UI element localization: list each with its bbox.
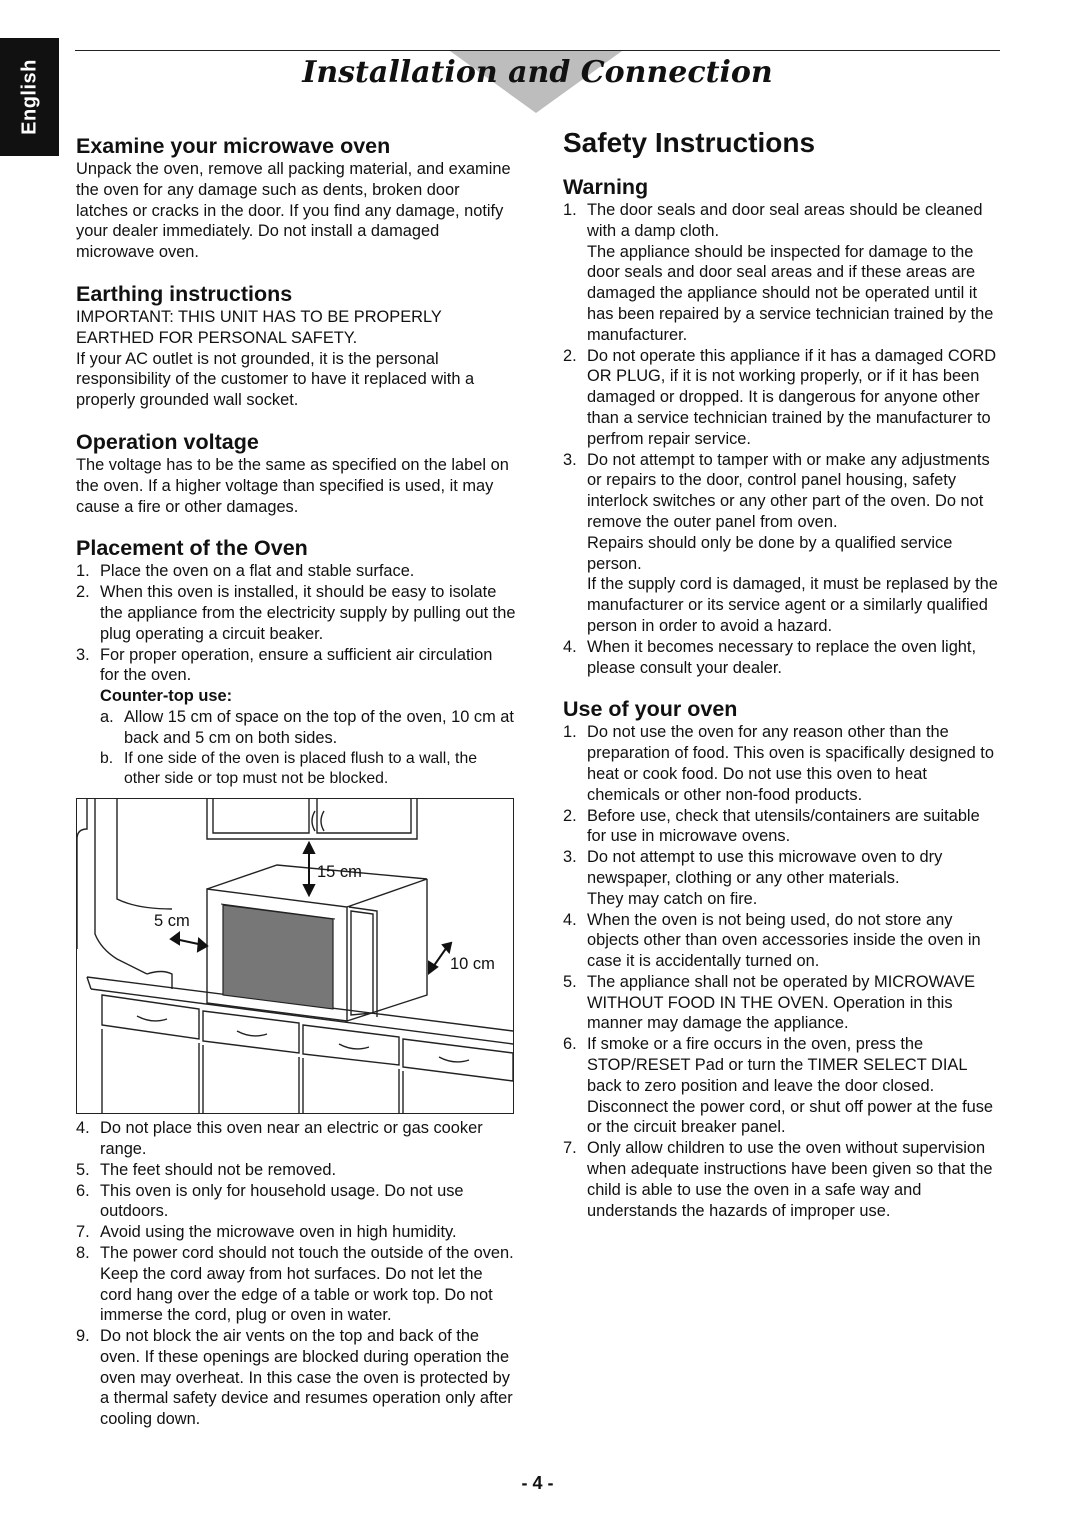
list-number: 3. (563, 450, 577, 469)
list-item (563, 910, 1003, 972)
list-text: Repairs should only be done by a qualified service person. (587, 533, 953, 573)
oven-clearance-illustration (77, 799, 513, 1113)
list-text: The appliance shall not be operated by MICROWAVE WITHOUT FOOD IN THE OVEN. Operation in this manner may damage the appliance. (587, 972, 976, 1033)
list-item (76, 1326, 516, 1430)
list-number: 3. (76, 645, 90, 664)
list-item (563, 806, 1003, 848)
section-earthing (76, 281, 516, 411)
list-number: 6. (563, 1035, 577, 1054)
list-number: 2. (563, 806, 577, 825)
placement-heading: Placement of the Oven (76, 536, 308, 561)
list-text: When this oven is installed, it should be easy to isolate the appliance from the electricity supply by pulling out the plug operating a circuit beaker. (100, 583, 516, 643)
counter-top-list (76, 707, 516, 790)
list-text: Do not attempt to use this microwave oven to dry newspaper, clothing or any other materials. (587, 848, 943, 887)
list-number: 1. (563, 723, 577, 742)
language-tab (0, 38, 59, 156)
section-use (563, 696, 1003, 1221)
clearance-top-label: 15 cm (317, 863, 362, 882)
list-item (563, 450, 1003, 637)
list-text: Do not place this oven near an electric or gas cooker range. (100, 1119, 483, 1158)
list-text: Avoid using the microwave oven in high humidity. (100, 1223, 457, 1242)
earthing-text: If your AC outlet is not grounded, it is the personal responsibility of the customer to have it replaced with a properly grounded wall socket. (76, 349, 475, 410)
list-text: Place the oven on a flat and stable surface. (100, 562, 415, 581)
counter-top-label: Counter-top use: (100, 687, 233, 706)
voltage-heading: Operation voltage (76, 429, 259, 454)
right-column (563, 126, 1003, 1221)
voltage-text: The voltage has to be the same as specified on the label on the oven. If a higher voltage than specified is used, it may cause a fire or other damages. (76, 455, 509, 516)
list-text: Do not attempt to tamper with or make any adjustments or repairs to the door, control panel housing, safety interlock switches or any other part of the oven. Do not remove the outer panel from oven. (587, 450, 990, 531)
left-column (76, 133, 516, 1430)
list-item (76, 1222, 516, 1243)
list-number: 4. (563, 910, 577, 929)
list-number: 1. (76, 562, 90, 581)
list-item (76, 1243, 516, 1326)
list-number: 5. (76, 1160, 90, 1179)
page-title: Installation and Connection (302, 55, 773, 90)
list-text: They may catch on fire. (587, 889, 758, 908)
list-text: The appliance should be inspected for damage to the door seals and door seal areas and if these areas are damaged the appliance should not be operated until it has been repaired by a service technician trained by the manufacturer. (587, 242, 994, 344)
list-item (76, 561, 516, 582)
list-letter: b. (100, 749, 114, 767)
warning-heading: Warning (563, 175, 649, 199)
list-number: 9. (76, 1327, 90, 1346)
section-voltage (76, 429, 516, 517)
list-number: 2. (76, 583, 90, 602)
examine-text: Unpack the oven, remove all packing material, and examine the oven for any damage such as dents, broken door latches or cracks in the door. If you find any damage, notify your dealer immediately. Do not install a damaged microwave oven. (76, 160, 511, 262)
list-text: The door seals and door seal areas should be cleaned with a damp cloth. (587, 201, 983, 240)
examine-heading: Examine your microwave oven (76, 134, 391, 158)
oven-clearance-diagram (76, 798, 514, 1114)
list-text: When the oven is not being used, do not store any objects other than oven accessories inside the oven in case it is accidentally turned on. (587, 910, 981, 971)
list-item (563, 637, 1003, 679)
list-item (76, 645, 516, 687)
list-text: Do not block the air vents on the top and back of the oven. If these openings are blocked during operation the oven may overheat. In this case the oven is protected by a thermal safety device and resumes operation only after cooling down. (100, 1327, 513, 1429)
list-text: For proper operation, ensure a sufficient air circulation for the oven. (100, 645, 493, 685)
use-list (563, 722, 1003, 1221)
list-number: 3. (563, 848, 577, 867)
list-item (76, 1118, 516, 1160)
list-text: When it becomes necessary to replace the oven light, please consult your dealer. (587, 637, 977, 677)
list-item (76, 582, 516, 644)
section-placement (76, 535, 516, 1430)
list-number: 5. (563, 972, 577, 991)
list-text: If smoke or a fire occurs in the oven, press the STOP/RESET Pad or turn the TIMER SELECT DIAL back to zero position and leave the door closed. Disconnect the power cord, or shut off power at the fuse or the circuit breaker panel. (587, 1035, 994, 1137)
list-item (563, 1034, 1003, 1138)
language-label: English (18, 59, 40, 135)
list-item (563, 200, 1003, 346)
list-number: 7. (563, 1139, 577, 1158)
list-item (100, 707, 516, 749)
page-number: - 4 - (521, 1473, 554, 1493)
list-text: This oven is only for household usage. Do not use outdoors. (100, 1181, 464, 1221)
list-number: 4. (76, 1119, 90, 1138)
list-number: 2. (563, 346, 577, 365)
list-text: If the supply cord is damaged, it must be replased by the manufacturer or its service agent or a similarly qualified person in order to avoid a hazard. (587, 575, 998, 635)
use-heading: Use of your oven (563, 697, 738, 722)
placement-list-continued (76, 1118, 516, 1430)
earthing-important: IMPORTANT: THIS UNIT HAS TO BE PROPERLY EARTHED FOR PERSONAL SAFETY. (76, 307, 442, 347)
section-warning (563, 174, 1003, 678)
list-text: If one side of the oven is placed flush to a wall, the other side or top must not be blocked. (124, 749, 478, 788)
list-item (563, 972, 1003, 1034)
list-item (563, 346, 1003, 450)
safety-heading: Safety Instructions (563, 127, 816, 158)
list-item (563, 1138, 1003, 1221)
clearance-side-label: 5 cm (154, 912, 190, 931)
earthing-heading: Earthing instructions (76, 281, 293, 306)
list-text: Allow 15 cm of space on the top of the oven, 10 cm at back and 5 cm on both sides. (124, 707, 514, 747)
list-item (76, 1160, 516, 1181)
list-item (563, 847, 1003, 909)
list-text: The power cord should not touch the outside of the oven. Keep the cord away from hot surfaces. Do not let the cord hang over the edge of a table or work top. Do not immerse the cord, plug or oven in water. (100, 1243, 514, 1325)
list-letter: a. (100, 707, 114, 726)
list-number: 7. (76, 1223, 90, 1242)
list-number: 6. (76, 1181, 90, 1200)
list-text: Do not use the oven for any reason other than the preparation of food. This oven is spacifically designed to heat or cook food. Do not use this oven to heat chemicals or other non-food products. (587, 723, 994, 804)
clearance-back-label: 10 cm (450, 955, 495, 974)
list-text: Only allow children to use the oven without supervision when adequate instructions have been given so that the child is able to use the oven in a safe way and understands the hazards of improper use. (587, 1139, 993, 1220)
section-examine (76, 133, 516, 263)
warning-list (563, 200, 1003, 678)
list-item (563, 722, 1003, 805)
list-text: The feet should not be removed. (100, 1160, 336, 1179)
list-item (100, 749, 516, 791)
list-item (76, 1181, 516, 1223)
list-number: 4. (563, 637, 577, 656)
list-text: Before use, check that utensils/containers are suitable for use in microwave ovens. (587, 806, 980, 846)
placement-list (76, 561, 516, 686)
list-number: 1. (563, 201, 577, 219)
list-number: 8. (76, 1243, 90, 1262)
list-text: Do not operate this appliance if it has a damaged CORD OR PLUG, if it is not working properly, or if it has been damaged or dropped. It is dangerous for anyone other than a service technician trained by the manufacturer to perfrom repair service. (587, 346, 997, 448)
